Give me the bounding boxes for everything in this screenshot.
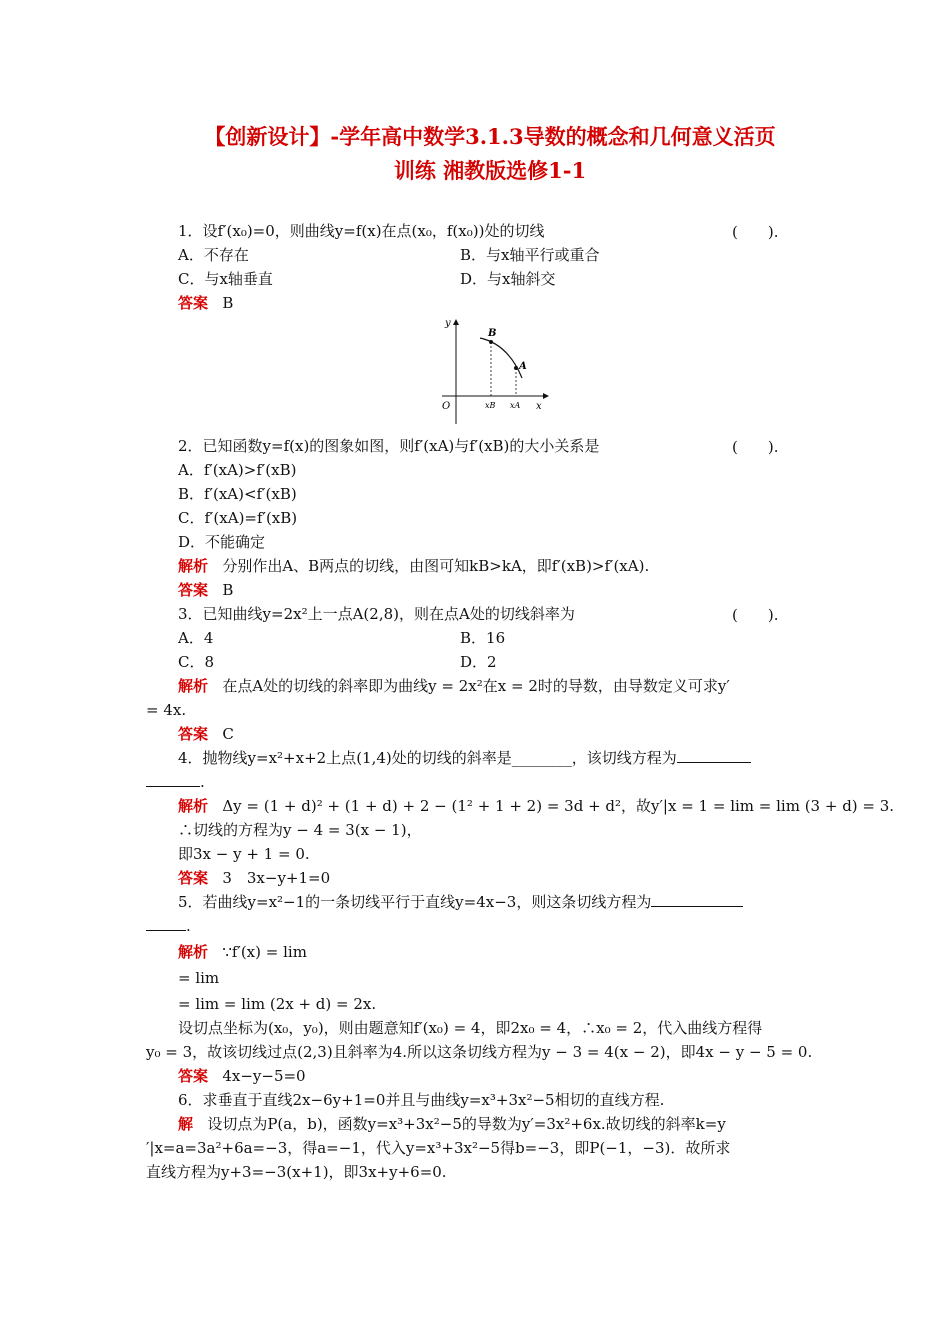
point-a [514,366,518,370]
jiexi-text: 在点A处的切线的斜率即为曲线y = 2x²在x = 2时的导数，由导数定义可求y′ [222,677,730,695]
label-xa: xA [510,401,521,410]
jiexi-label: 解析 [178,943,209,961]
jiexi-label: 解析 [178,797,209,815]
q3-option-b: B．16 [460,629,506,647]
q5-jiexi-line4: 设切点坐标为(x₀，y₀)，则由题意知f′(x₀) = 4，即2x₀ = 4，∴x₀ = 2，代入曲线方程得 [178,1019,763,1037]
q6-stem: 6．求垂直于直线2x−6y+1=0并且与曲线y=x³+3x²−5相切的直线方程. [178,1091,665,1109]
q2-option-a: A．f′(xA)>f′(xB) [178,461,297,479]
jiexi-text: ∵f′(x) = lim [222,943,307,961]
jiexi-label: 解析 [178,557,209,575]
answer-value: B [222,294,234,312]
answer-value: 4x−y−5=0 [222,1067,306,1085]
q5-stem: 5．若曲线y=x²−1的一条切线平行于直线y=4x−3，则这条切线方程为 [178,892,743,912]
doc-title-line2: 训练 湘教版选修1-1 [393,158,587,183]
q1-answer [178,293,233,313]
q6-jie-line2: ′|x=a=3a²+6a=−3，得a=−1，代入y=x³+3x²−5得b=−3，即P(−1，−3)．故所求 [146,1139,731,1157]
q4-jiexi-line3: 即3x − y + 1 = 0. [178,845,310,863]
label-x: x [536,401,542,412]
label-y: y [445,318,451,329]
jiexi-label: 解析 [178,677,209,695]
q2-option-d: D．不能确定 [178,533,266,551]
q1-option-b: B．与x轴平行或重合 [460,246,600,264]
q3-paren: ( ). [732,606,779,624]
answer-value: 3 3x−y+1=0 [222,869,331,887]
answer-label: 答案 [178,581,209,599]
q4-jiexi-line1 [178,796,894,816]
q3-stem: 3．已知曲线y=2x²上一点A(2,8)，则在点A处的切线斜率为 [178,605,575,623]
q4-stem: 4．抛物线y=x²+x+2上点(1,4)处的切线的斜率是________，该切线方程为 [178,748,751,768]
q2-answer [178,580,233,600]
q6-jie-line1 [178,1114,726,1134]
q2-option-b: B．f′(xA)<f′(xB) [178,485,297,503]
label-b: B [488,328,497,339]
q5-jiexi-line1 [178,942,307,962]
q5-jiexi-line5: y₀ = 3，故该切线过点(2,3)且斜率为4.所以这条切线方程为y − 3 = 4(x − 2)，即4x − y − 5 = 0. [146,1043,813,1061]
answer-label: 答案 [178,869,209,887]
point-b [489,340,493,344]
q4-stem-blank: . [146,772,205,792]
answer-label: 答案 [178,294,209,312]
q3-answer [178,724,234,744]
jiexi-text: Δy = (1 + d)² + (1 + d) + 2 − (1² + 1 + 2) = 3d + d²，故y′|x = 1 = lim = lim (3 + d) = 3. [222,797,895,815]
q5-jiexi-line2: = lim [178,969,220,987]
jie-label: 解 [178,1115,194,1133]
q1-paren: ( ). [732,223,779,241]
q2-stem: 2．已知函数y=f(x)的图象如图，则f′(xA)与f′(xB)的大小关系是 [178,437,600,455]
label-origin: O [442,401,451,412]
q4-jiexi-line2: ∴切线的方程为y − 4 = 3(x − 1)， [178,821,422,839]
q2-jiexi [178,556,649,576]
label-xb: xB [485,401,496,410]
doc-title-line1: 【创新设计】-学年高中数学3.1.3导数的概念和几何意义活页 [204,124,776,149]
q1-option-c: C．与x轴垂直 [178,270,273,288]
answer-label: 答案 [178,1067,209,1085]
jiexi-text: 分别作出A、B两点的切线，由图可知kB>kA，即f′(xB)>f′(xA). [222,557,650,575]
q2-paren: ( ). [732,438,779,456]
answer-value: B [222,581,234,599]
q2-option-c: C．f′(xA)=f′(xB) [178,509,298,527]
q1-option-d: D．与x轴斜交 [460,270,556,288]
q4-answer [178,868,330,888]
jie-text: 设切点为P(a，b)，函数y=x³+3x²−5的导数为y′=3x²+6x.故切线的斜率k=y [207,1115,726,1133]
answer-value: C [222,725,234,743]
q5-answer [178,1066,306,1086]
q1-option-a: A．不存在 [178,246,249,264]
q3-option-d: D．2 [460,653,497,671]
label-a: A [519,361,527,372]
q3-option-c: C．8 [178,653,215,671]
q6-jie-line3: 直线方程为y+3=−3(x+1)，即3x+y+6=0. [146,1163,447,1181]
answer-label: 答案 [178,725,209,743]
q5-jiexi-line3: = lim = lim (2x + d) = 2x. [178,995,377,1013]
q1-stem: 1．设f′(x₀)=0，则曲线y=f(x)在点(x₀，f(x₀))处的切线 [178,222,545,240]
q5-stem-blank: . [146,916,191,936]
q3-option-a: A．4 [178,629,214,647]
function-graph-figure [430,316,560,426]
q3-jiexi-line2: = 4x. [146,701,187,719]
q3-jiexi-line1 [178,676,730,696]
